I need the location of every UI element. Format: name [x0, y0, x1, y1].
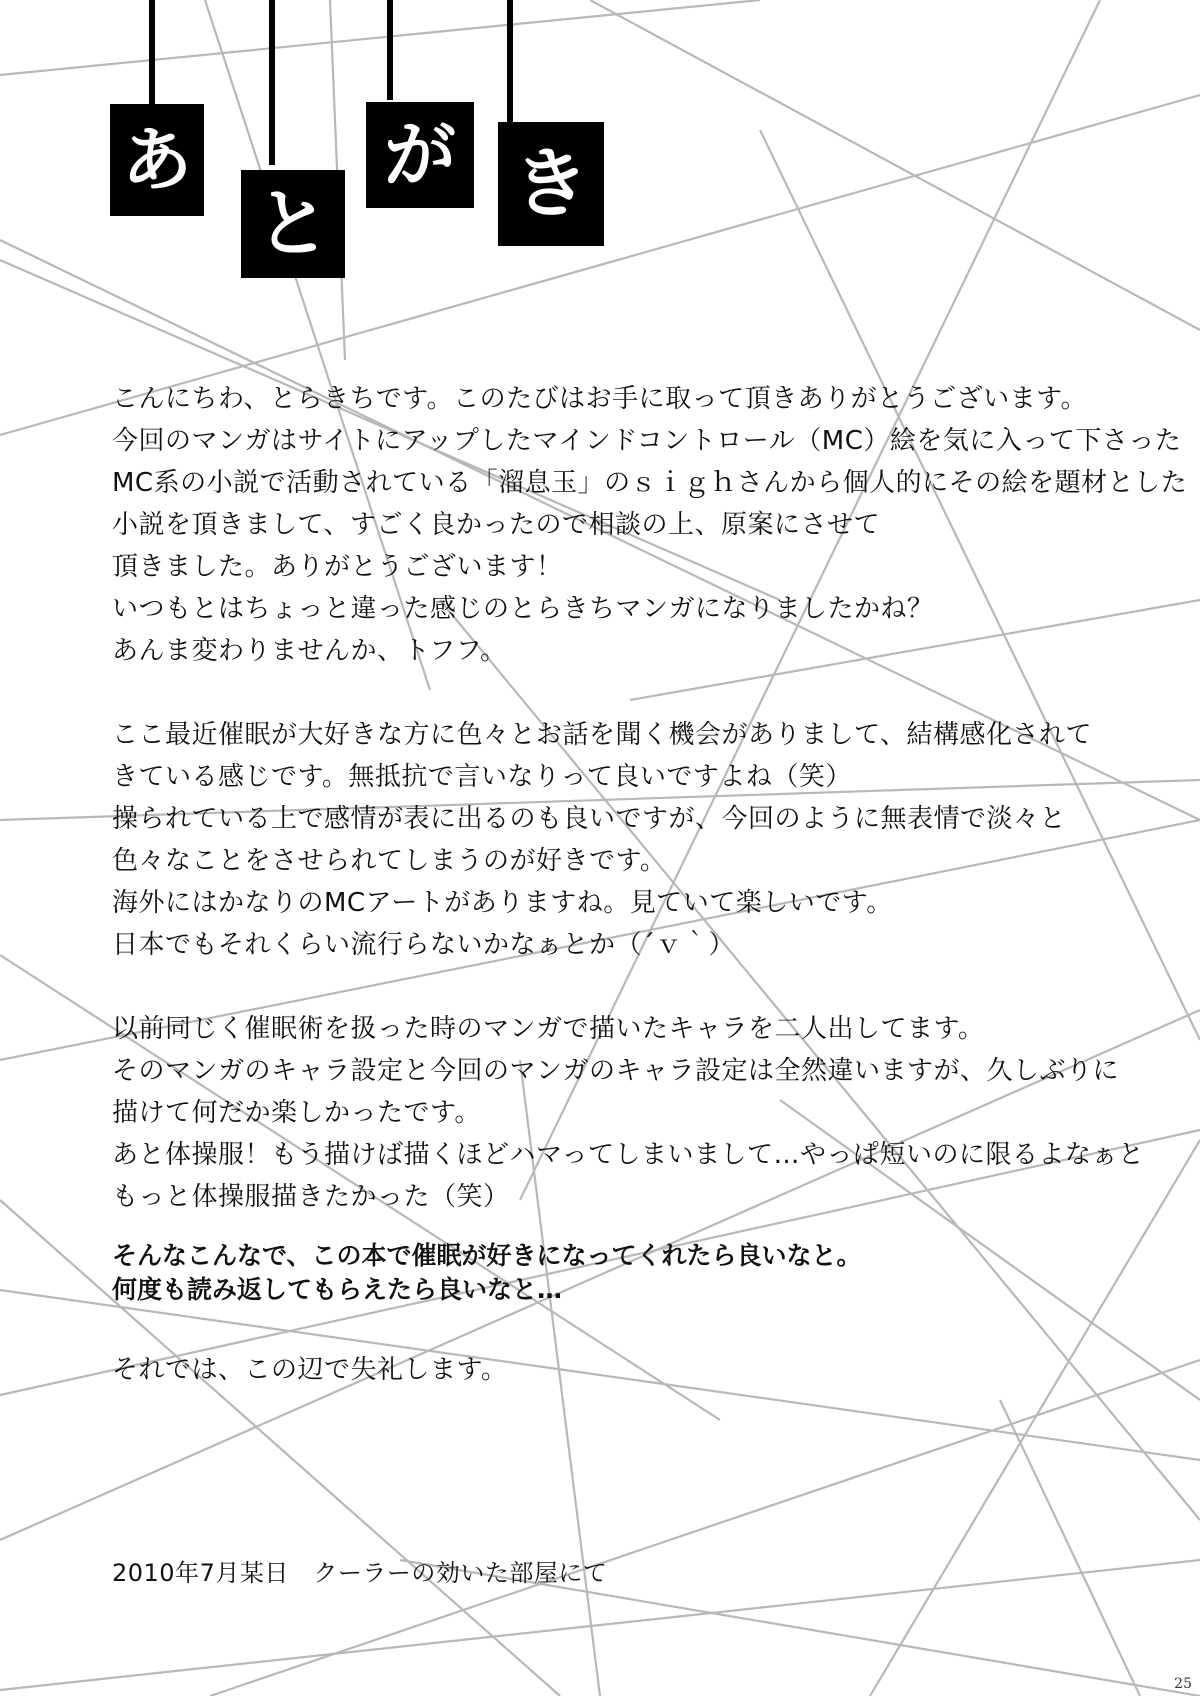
- page-number: 25: [1174, 1676, 1192, 1692]
- text-line: いつもとはちょっと違った感じのとらきちマンガになりましたかね？: [112, 594, 934, 624]
- closing-bold: [112, 1239, 1112, 1307]
- text-line: 小説を頂きまして、すごく良かったので相談の上、原案にさせて: [112, 510, 880, 540]
- text-line: ここ最近催眠が大好きな方に色々とお話を聞く機会がありまして、結構感化されて: [112, 720, 1092, 750]
- title-string-3: [387, 0, 393, 100]
- text-line: 海外にはかなりのMCアートがありますね。見ていて楽しいです。: [112, 888, 893, 918]
- text-line: そのマンガのキャラ設定と今回のマンガのキャラ設定は全然違いますが、久しぶりに: [112, 1056, 1120, 1086]
- text-line: もっと体操服描きたかった（笑）: [112, 1182, 510, 1212]
- title-string-1: [149, 0, 155, 108]
- title-string-4: [507, 0, 513, 122]
- text-line: こんにちわ、とらきちです。このたびはお手に取って頂きありがとうございます。: [112, 384, 1088, 414]
- paragraph-hypnosis: [112, 714, 1112, 966]
- text-line: きている感じです。無抵抗で言いなりって良いですよね（笑）: [112, 762, 852, 792]
- closing-line: そんなこんなで、この本で催眠が好きになってくれたら良いなと。: [112, 1241, 862, 1270]
- text-line: 操られている上で感情が表に出るのも良いですが、今回のように無表情で淡々と: [112, 804, 1067, 834]
- date-signature: 2010年7月某日 クーラーの効いた部屋にて: [112, 1559, 608, 1587]
- title-char-to: と: [241, 170, 345, 278]
- text-line: 以前同じく催眠術を扱った時のマンガで描いたキャラを二人出してます。: [112, 1014, 985, 1044]
- afterword-body: [112, 378, 1188, 1391]
- text-line: MC系の小説で活動されている「溜息玉」のｓｉｇｈさんから個人的にその絵を題材とした: [112, 468, 1188, 498]
- text-line: 描けて何だか楽しかったです。: [112, 1098, 481, 1128]
- text-line: 今回のマンガはサイトにアップしたマインドコントロール（MC）絵を気に入って下さった: [112, 426, 1182, 456]
- text-line: 日本でもそれくらい流行らないかなぁとか（´ｖ｀）: [112, 930, 736, 960]
- text-line: あと体操服！もう描けば描くほどハマってしまいまして…やっぱ短いのに限るよなぁと: [112, 1140, 1145, 1170]
- title-char-ki: き: [498, 122, 604, 246]
- title-char-a: あ: [110, 104, 204, 216]
- text-line: 頂きました。ありがとうございます！: [112, 552, 563, 582]
- paragraph-greeting: [112, 378, 1188, 672]
- text-line: あんま変わりませんか、トフフ。: [112, 636, 507, 666]
- closing-line: 何度も読み返してもらえたら良いなと…: [112, 1275, 563, 1304]
- text-line: 色々なことをさせられてしまうのが好きです。: [112, 846, 667, 876]
- paragraph-characters: [112, 1008, 1145, 1218]
- title-char-ga: が: [366, 102, 474, 208]
- title-string-2: [269, 0, 275, 165]
- farewell-line: それでは、この辺で失礼します。: [112, 1355, 508, 1385]
